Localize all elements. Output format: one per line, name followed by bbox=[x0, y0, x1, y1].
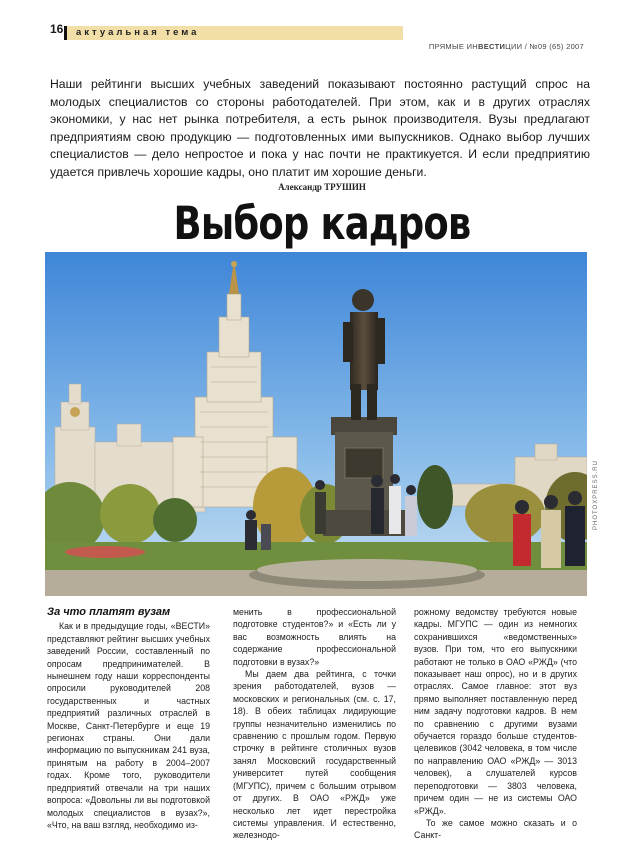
column-2-paragraph-2: Мы даем два рейтинга, с точки зрения работодателей, вузов — московских и региональных (см. с. 17, 18). В обеих таблицах лидирующие группы незначительно изменились по сравнению с прошлым годом. Первую строчку в рейтинге столичных вузов занял Московский государственный университет путей сообщения (МГУПС), причем с большим отрывом от других. В ОАО «РЖД» уже несколько лет идет перестройка системы управления. И естественно, железнодо- bbox=[233, 669, 396, 841]
masthead-prefix: ПРЯМЫЕ ИН bbox=[428, 42, 479, 51]
column-3-paragraph-2: То же самое можно сказать и о Санкт- bbox=[414, 817, 577, 841]
section-subheading: За что платят вузам bbox=[47, 606, 171, 618]
masthead-bold: ВЕСТИ bbox=[478, 42, 506, 51]
article-title: Выбор кадров bbox=[173, 197, 471, 250]
article-photo bbox=[45, 252, 587, 596]
article-column-3 bbox=[414, 606, 577, 842]
rubric-label: актуальная тема bbox=[76, 27, 200, 38]
masthead-suffix: ЦИИ / №09 (65) 2007 bbox=[505, 42, 584, 51]
column-3-paragraph-1: рожному ведомству требуются новые кадры. МГУПС — один из немногих сохранившихся «ведомственных» вузов. При том, что его выпускники работают не только в ОАО «РЖД» (что показывает наш опрос), но и в других отраслях. Самое главное: этот вуз прямо выполняет поставленную перед ним задачу подготовки кадров. В нем по сравнению с другими вузами обучается гораздо больше студентов-целевиков (3042 человека, в том числе по направлению ОАО «РЖД» — 3013 человек), а слушателей курсов переподготовки — 3803 человека, причем один — не из системы ОАО «РЖД». bbox=[414, 607, 577, 816]
column-1-paragraph: Как и в предыдущие годы, «ВЕСТИ» представляют рейтинг высших учебных заведений России, составленный по опросам предпринимателей. В нынешнем году наши корреспонденты опросили руководителей 208 государственных и частных предприятий различных отраслей в Москве, Санкт-Петербурге и еще 19 регионах страны. Они дали информацию по выпускникам 241 вуза, принятым на работу в 2004–2007 годах. Кроме того, руководители предприятий отвечали на три наших вопроса: «Довольны ли вы подготовкой молодых специалистов в вузах?», «Что, на ваш взгляд, необходимо из- bbox=[47, 621, 210, 830]
article-column-2 bbox=[233, 606, 396, 842]
column-2-paragraph-1: менить в профессиональной подготовке студентов?» и «Есть ли у вас возможность влиять на содержание профессиональной подготовки в вузах?» bbox=[233, 607, 396, 667]
author-byline: Александр ТРУШИН bbox=[278, 182, 366, 192]
photo-illustration bbox=[45, 252, 587, 596]
article-column-1 bbox=[47, 606, 210, 831]
page-number: 16 bbox=[50, 22, 64, 36]
magazine-masthead bbox=[420, 42, 584, 51]
lead-paragraph: Наши рейтинги высших учебных заведений показывают постоянно растущий спрос на молодых специалистов со стороны работодателей. При этом, как и в других отраслях экономики, у нас нет рынка потребителя, а есть рынок производителя. Вузы предлагают предприятиям свою продукцию — подготовленных ими выпускников. Однако выбор лучших специалистов — дело непростое и пока у нас почти не практикуется. И если предприятию удается привлечь хорошие кадры, оно платит им хорошие деньги. bbox=[50, 77, 590, 179]
photo-credit: PHOTOXPRESS.RU bbox=[593, 460, 599, 530]
